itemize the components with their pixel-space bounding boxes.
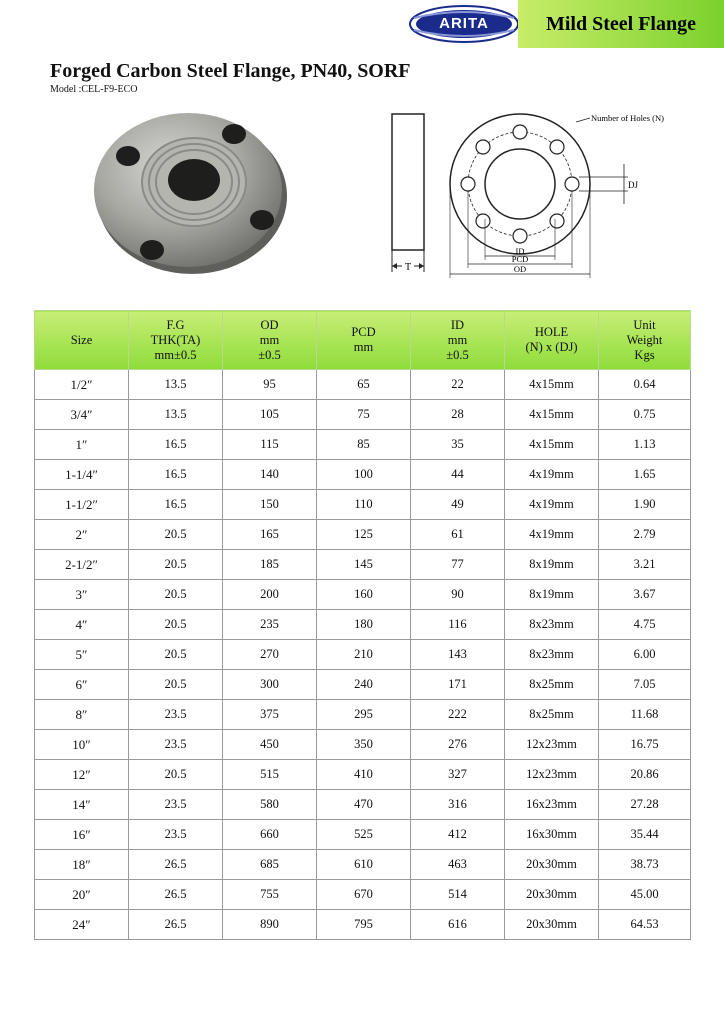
outer-diameter-label: OD	[513, 264, 527, 274]
od-cell: 235	[223, 610, 317, 640]
od-cell: 140	[223, 460, 317, 490]
weight-cell: 6.00	[599, 640, 691, 670]
size-cell: 1/2″	[35, 370, 129, 400]
od-cell: 890	[223, 910, 317, 940]
id-cell: 171	[411, 670, 505, 700]
od-cell: 580	[223, 790, 317, 820]
thickness-cell: 20.5	[129, 640, 223, 670]
id-cell: 61	[411, 520, 505, 550]
table-row	[35, 850, 691, 880]
size-cell: 5″	[35, 640, 129, 670]
product-model: Model :CEL-F9-ECO	[50, 84, 138, 95]
od-cell: 450	[223, 730, 317, 760]
column-header-line: HOLE	[534, 325, 569, 339]
hole-cell: 12x23mm	[505, 760, 599, 790]
table-header	[35, 311, 691, 370]
hole-cell: 8x19mm	[505, 580, 599, 610]
table-header-row	[35, 311, 691, 370]
column-header-line: Size	[70, 332, 93, 347]
thickness-cell: 23.5	[129, 700, 223, 730]
pcd-cell: 180	[317, 610, 411, 640]
weight-cell: 16.75	[599, 730, 691, 760]
hole-cell: 16x30mm	[505, 820, 599, 850]
hole-cell: 8x19mm	[505, 550, 599, 580]
size-cell: 1-1/4″	[35, 460, 129, 490]
od-cell: 270	[223, 640, 317, 670]
size-cell: 2-1/2″	[35, 550, 129, 580]
od-cell: 115	[223, 430, 317, 460]
size-cell: 6″	[35, 670, 129, 700]
hole-cell: 8x25mm	[505, 670, 599, 700]
table-row	[35, 670, 691, 700]
column-header-line: PCD	[351, 325, 376, 339]
table-row	[35, 640, 691, 670]
column-header-weight	[599, 311, 691, 370]
column-header-od	[223, 311, 317, 370]
pcd-cell: 160	[317, 580, 411, 610]
id-cell: 28	[411, 400, 505, 430]
id-cell: 35	[411, 430, 505, 460]
thickness-cell: 20.5	[129, 670, 223, 700]
thickness-cell: 20.5	[129, 550, 223, 580]
size-cell: 4″	[35, 610, 129, 640]
holes-count-label: Number of Holes (N)	[591, 113, 664, 123]
od-cell: 755	[223, 880, 317, 910]
id-cell: 116	[411, 610, 505, 640]
table-row	[35, 760, 691, 790]
hole-cell: 20x30mm	[505, 880, 599, 910]
column-header-line: mm	[259, 332, 280, 347]
thickness-cell: 26.5	[129, 910, 223, 940]
id-cell: 77	[411, 550, 505, 580]
size-cell: 12″	[35, 760, 129, 790]
hole-cell: 20x30mm	[505, 910, 599, 940]
column-header-line: (N) x (DJ)	[525, 340, 578, 354]
hole-cell: 4x15mm	[505, 400, 599, 430]
column-header-thickness	[129, 311, 223, 370]
od-cell: 185	[223, 550, 317, 580]
table-row	[35, 490, 691, 520]
weight-cell: 45.00	[599, 880, 691, 910]
table-row	[35, 700, 691, 730]
column-header-line: mm	[353, 340, 374, 354]
pcd-cell: 110	[317, 490, 411, 520]
id-cell: 143	[411, 640, 505, 670]
weight-cell: 1.65	[599, 460, 691, 490]
column-header-line: Kgs	[634, 347, 655, 362]
hole-cell: 16x23mm	[505, 790, 599, 820]
thickness-cell: 26.5	[129, 880, 223, 910]
table-row	[35, 790, 691, 820]
od-cell: 660	[223, 820, 317, 850]
id-cell: 514	[411, 880, 505, 910]
id-cell: 222	[411, 700, 505, 730]
column-header-line: ID	[450, 317, 465, 332]
flange-photo	[84, 100, 294, 282]
thickness-cell: 20.5	[129, 520, 223, 550]
inner-diameter-label: ID	[515, 246, 525, 256]
table-row	[35, 550, 691, 580]
hole-diameter-label: DJ	[628, 180, 639, 190]
column-header-line: THK(TA)	[150, 332, 201, 347]
id-cell: 49	[411, 490, 505, 520]
pcd-cell: 350	[317, 730, 411, 760]
hole-cell: 12x23mm	[505, 730, 599, 760]
od-cell: 300	[223, 670, 317, 700]
flange-dimension-drawing	[448, 102, 688, 282]
table-row	[35, 520, 691, 550]
od-cell: 150	[223, 490, 317, 520]
thickness-cell: 13.5	[129, 400, 223, 430]
table-row	[35, 460, 691, 490]
thickness-cell: 23.5	[129, 730, 223, 760]
size-cell: 24″	[35, 910, 129, 940]
pcd-cell: 210	[317, 640, 411, 670]
weight-cell: 3.21	[599, 550, 691, 580]
od-cell: 375	[223, 700, 317, 730]
column-header-id	[411, 311, 505, 370]
thickness-label: T	[404, 262, 412, 273]
pcd-cell: 85	[317, 430, 411, 460]
size-cell: 10″	[35, 730, 129, 760]
weight-cell: 35.44	[599, 820, 691, 850]
hole-cell: 8x23mm	[505, 610, 599, 640]
pcd-cell: 145	[317, 550, 411, 580]
column-header-line: F.G	[166, 317, 185, 332]
id-cell: 90	[411, 580, 505, 610]
weight-cell: 7.05	[599, 670, 691, 700]
hole-cell: 4x15mm	[505, 370, 599, 400]
size-cell: 3″	[35, 580, 129, 610]
hole-cell: 20x30mm	[505, 850, 599, 880]
weight-cell: 4.75	[599, 610, 691, 640]
pcd-cell: 295	[317, 700, 411, 730]
hole-cell: 8x25mm	[505, 700, 599, 730]
thickness-cell: 16.5	[129, 460, 223, 490]
table-body	[35, 370, 691, 940]
pcd-cell: 795	[317, 910, 411, 940]
table-row	[35, 880, 691, 910]
thickness-cell: 26.5	[129, 850, 223, 880]
brand-logo	[408, 4, 520, 44]
table-row	[35, 610, 691, 640]
weight-cell: 11.68	[599, 700, 691, 730]
id-cell: 412	[411, 820, 505, 850]
pcd-cell: 670	[317, 880, 411, 910]
id-cell: 44	[411, 460, 505, 490]
pcd-cell: 240	[317, 670, 411, 700]
pcd-cell: 125	[317, 520, 411, 550]
column-header-line: OD	[260, 317, 279, 332]
column-header-line: mm	[447, 332, 468, 347]
flange-side-view	[382, 112, 432, 282]
table-row	[35, 370, 691, 400]
brand-logo-text: ARITA	[439, 15, 489, 32]
hole-cell: 4x19mm	[505, 460, 599, 490]
weight-cell: 20.86	[599, 760, 691, 790]
thickness-cell: 20.5	[129, 610, 223, 640]
hole-cell: 4x15mm	[505, 430, 599, 460]
column-header-hole	[505, 311, 599, 370]
weight-cell: 0.64	[599, 370, 691, 400]
id-cell: 463	[411, 850, 505, 880]
size-cell: 8″	[35, 700, 129, 730]
size-cell: 16″	[35, 820, 129, 850]
pcd-cell: 470	[317, 790, 411, 820]
size-cell: 1″	[35, 430, 129, 460]
weight-cell: 0.75	[599, 400, 691, 430]
weight-cell: 27.28	[599, 790, 691, 820]
id-cell: 22	[411, 370, 505, 400]
id-cell: 276	[411, 730, 505, 760]
weight-cell: 3.67	[599, 580, 691, 610]
size-cell: 14″	[35, 790, 129, 820]
flange-spec-table	[34, 310, 690, 940]
table-row	[35, 820, 691, 850]
category-banner: Mild Steel Flange	[518, 0, 724, 48]
size-cell: 3/4″	[35, 400, 129, 430]
weight-cell: 38.73	[599, 850, 691, 880]
thickness-cell: 16.5	[129, 430, 223, 460]
hole-cell: 4x19mm	[505, 520, 599, 550]
od-cell: 105	[223, 400, 317, 430]
weight-cell: 1.90	[599, 490, 691, 520]
pcd-cell: 610	[317, 850, 411, 880]
table-row	[35, 400, 691, 430]
hole-cell: 8x23mm	[505, 640, 599, 670]
size-cell: 20″	[35, 880, 129, 910]
id-cell: 316	[411, 790, 505, 820]
pcd-cell: 410	[317, 760, 411, 790]
thickness-cell: 13.5	[129, 370, 223, 400]
pcd-cell: 525	[317, 820, 411, 850]
pcd-cell: 100	[317, 460, 411, 490]
thickness-cell: 20.5	[129, 760, 223, 790]
pcd-cell: 65	[317, 370, 411, 400]
size-cell: 1-1/2″	[35, 490, 129, 520]
thickness-cell: 23.5	[129, 820, 223, 850]
column-header-pcd	[317, 311, 411, 370]
column-header-line: Unit	[633, 317, 656, 332]
id-cell: 616	[411, 910, 505, 940]
od-cell: 685	[223, 850, 317, 880]
thickness-cell: 20.5	[129, 580, 223, 610]
size-cell: 18″	[35, 850, 129, 880]
product-title: Forged Carbon Steel Flange, PN40, SORF	[50, 60, 411, 82]
od-cell: 200	[223, 580, 317, 610]
od-cell: 95	[223, 370, 317, 400]
pcd-cell: 75	[317, 400, 411, 430]
weight-cell: 1.13	[599, 430, 691, 460]
thickness-cell: 23.5	[129, 790, 223, 820]
column-header-line: Weight	[626, 332, 663, 347]
hole-cell: 4x19mm	[505, 490, 599, 520]
table-row	[35, 730, 691, 760]
pcd-label: PCD	[511, 254, 529, 264]
column-header-line: ±0.5	[258, 347, 281, 362]
od-cell: 515	[223, 760, 317, 790]
id-cell: 327	[411, 760, 505, 790]
column-header-line: ±0.5	[446, 347, 469, 362]
weight-cell: 64.53	[599, 910, 691, 940]
thickness-cell: 16.5	[129, 490, 223, 520]
size-cell: 2″	[35, 520, 129, 550]
column-header-line: mm±0.5	[154, 347, 197, 362]
table-row	[35, 910, 691, 940]
od-cell: 165	[223, 520, 317, 550]
table-row	[35, 580, 691, 610]
weight-cell: 2.79	[599, 520, 691, 550]
table-row	[35, 430, 691, 460]
column-header-size	[35, 311, 129, 370]
